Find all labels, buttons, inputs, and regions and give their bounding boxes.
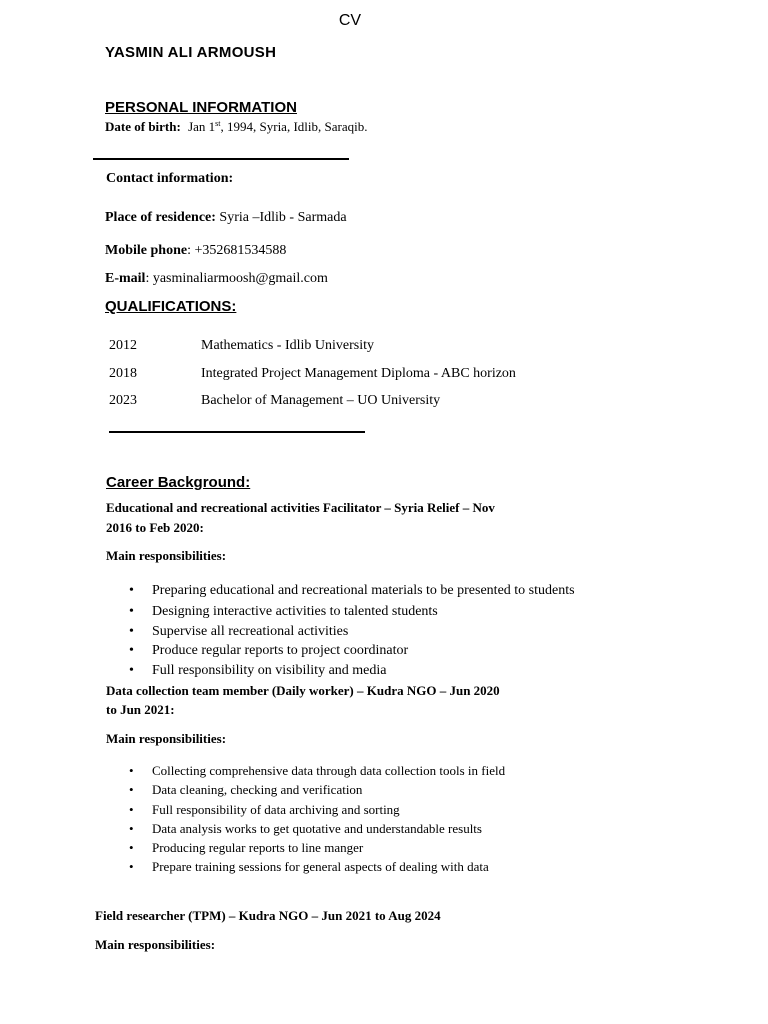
list-item: • Preparing educational and recreational materials to be presented to students [105,580,575,602]
list-item: • Collecting comprehensive data through data collection tools in field [105,761,505,780]
qualification-year: 2023 [109,393,137,408]
job-title: Field researcher (TPM) – Kudra NGO – Jun 2021 to Aug 2024 [95,908,441,923]
residence-value: Syria –Idlib - Sarmada [215,210,347,225]
list-item: • Full responsibility of data archiving and sorting [105,800,505,819]
list-item: • Data analysis works to get quotative and understandable results [105,819,505,838]
qualification-title: Integrated Project Management Diploma - ABC horizon [201,366,516,381]
section-divider [93,158,349,160]
career-background-heading: Career Background: [106,474,251,491]
qualification-title: Mathematics - Idlib University [201,338,375,353]
qualification-year: 2012 [109,338,137,353]
qualifications-heading: QUALIFICATIONS: [105,298,237,315]
mobile-line [105,243,286,259]
residence-line [105,210,347,226]
mobile-label: Mobile phone [105,243,188,258]
responsibilities-list [105,580,575,680]
list-item: • Full responsibility on visibility and media [105,661,575,680]
main-responsibilities-label: Main responsibilities: [106,731,227,746]
list-item: • Data cleaning, checking and verification [105,780,505,799]
date-of-birth-label: Date of birth: [105,119,181,134]
job-title-continued: 2016 to Feb 2020: [106,520,204,535]
job-title-continued: to Jun 2021: [106,702,175,717]
qualification-title: Bachelor of Management – UO University [201,393,441,408]
residence-label: Place of residence: [105,210,216,225]
list-item: • Designing interactive activities to talented students [105,602,575,622]
email-value: : yasminaliarmoosh@gmail.com [145,271,328,286]
list-item: • Produce regular reports to project coordinator [105,641,575,661]
list-item: • Supervise all recreational activities [105,622,575,641]
email-line [105,271,328,287]
personal-information-heading: PERSONAL INFORMATION [105,99,297,116]
main-responsibilities-label: Main responsibilities: [95,937,216,952]
candidate-name: YASMIN ALI ARMOUSH [105,44,277,61]
mobile-value: : +352681534588 [187,243,287,258]
date-of-birth-line [105,119,367,135]
list-item: • Prepare training sessions for general aspects of dealing with data [105,857,505,876]
qualification-year: 2018 [109,366,137,381]
email-label: E-mail [105,271,146,286]
responsibilities-list [105,761,505,877]
document-title: CV [338,12,362,29]
list-item: • Producing regular reports to line manger [105,838,505,857]
date-of-birth-value: Jan 1st, 1994, Syria, Idlib, Saraqib. [188,119,368,134]
section-divider [109,431,365,433]
main-responsibilities-label: Main responsibilities: [106,548,227,563]
job-title: Educational and recreational activities Facilitator – Syria Relief – Nov [106,500,495,515]
contact-information-heading: Contact information: [106,171,234,186]
job-title: Data collection team member (Daily worker) – Kudra NGO – Jun 2020 [106,683,500,698]
